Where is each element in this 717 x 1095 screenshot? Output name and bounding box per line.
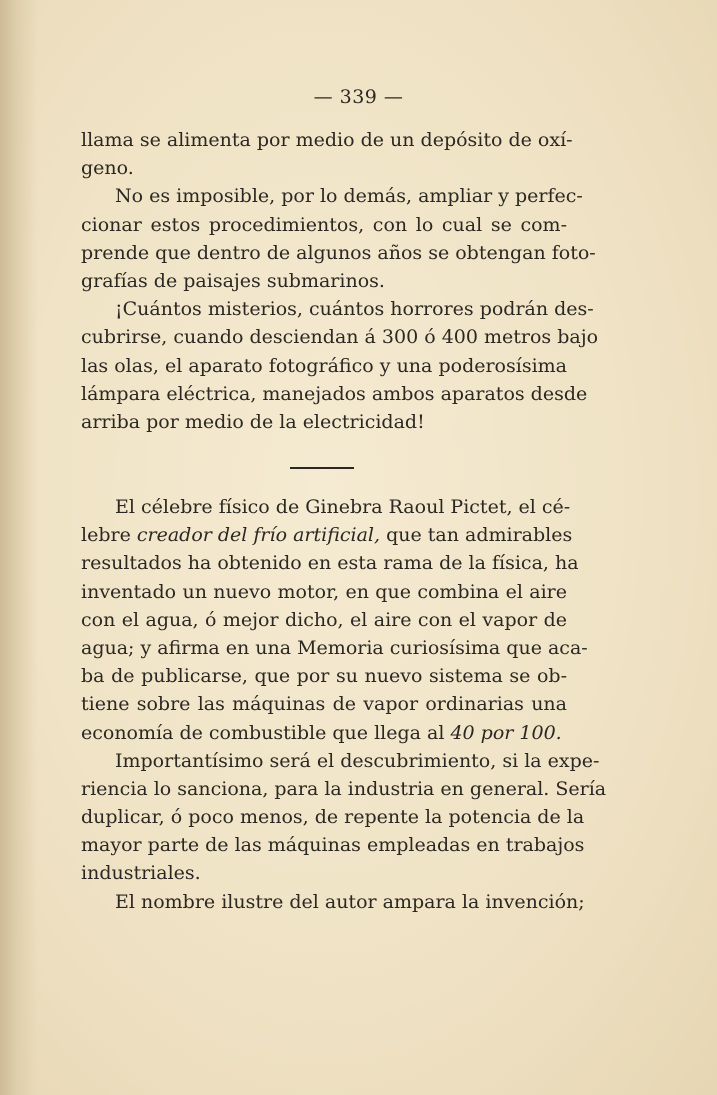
text-line: llama se alimenta por medio de un depósito de oxí- [81,129,573,151]
text-line: cubrirse, cuando desciendan á 300 ó 400 metros bajo [81,326,599,349]
paragraph [81,493,588,747]
text-line: resultados ha obtenido en esta rama de la física, ha [81,552,579,575]
text-line: Importantísimo será el descubrimiento, si la expe- [115,749,600,772]
text-line: mayor parte de las máquinas empleadas en trabajos [81,834,585,857]
italic-phrase: creador del frío artificial, [136,524,381,547]
text-fragment: lebre [81,524,137,547]
text-line: grafías de paisajes submarinos. [81,269,385,292]
text-block-lower [81,493,607,916]
section-divider [290,467,354,469]
text-fragment: economía de combustible que llega al [81,721,451,744]
text-line: ba de publicarse, que por su nuevo sistema se ob- [81,665,567,688]
text-line: El célebre físico de Ginebra Raoul Pictet, el cé- [115,496,571,518]
text-fragment: que tan admirables [380,524,573,547]
page-number: — 339 — [313,86,404,108]
text-line: prende que dentro de algunos años se obtengan foto- [81,241,596,264]
text-line: con el agua, ó mejor dicho, el aire con el vapor de [81,608,567,631]
text-line: industriales. [81,862,201,885]
text-line: geno. [81,157,134,180]
paragraph [81,747,607,888]
text-line: No es imposible, por lo demás, ampliar y perfec- [115,185,583,208]
text-line: arriba por medio de la electricidad! [81,410,425,433]
text-line: lámpara eléctrica, manejados ambos aparatos desde [81,382,588,405]
page-gutter-shadow [0,0,38,1095]
paragraph [81,888,585,916]
text-line: las olas, el aparato fotográfico y una poderosísima [81,354,567,377]
text-line: agua; y afirma en una Memoria curiosísima que aca- [81,636,588,659]
italic-phrase: 40 por 100. [450,721,562,744]
text-line: tiene sobre las máquinas de vapor ordinarias una [81,693,567,716]
text-line: cionar estos procedimientos, con lo cual se com- [81,213,567,236]
text-line: duplicar, ó poco menos, de repente la potencia de la [81,806,585,829]
paragraph [81,295,599,436]
text-line: El nombre ilustre del autor ampara la invención; [115,890,585,913]
paragraph-continuation [81,126,573,182]
text-line: inventado un nuevo motor, en que combina el aire [81,580,567,603]
text-line: ¡Cuántos misterios, cuántos horrores podrán des- [115,298,594,321]
paragraph [81,182,596,295]
text-line [81,521,573,549]
text-line [81,719,567,747]
text-block-upper [81,126,599,436]
text-line: riencia lo sanciona, para la industria en general. Sería [81,777,607,800]
